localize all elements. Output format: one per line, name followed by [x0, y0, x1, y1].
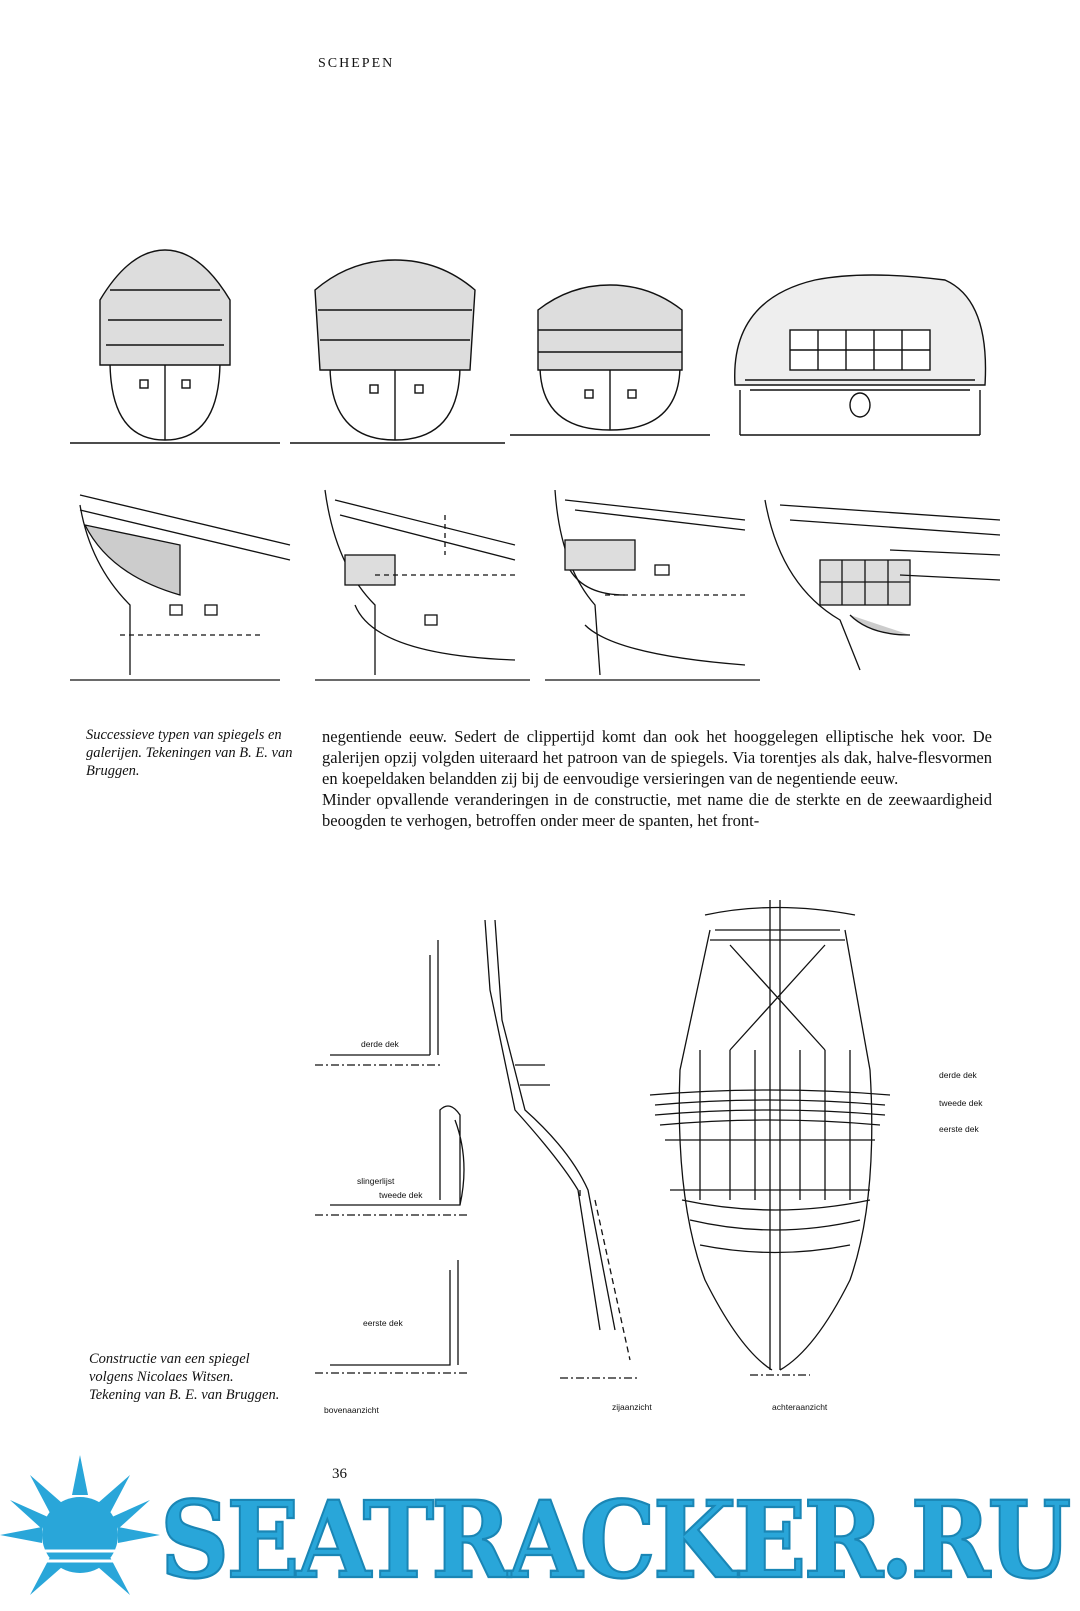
label-derde-dek: derde dek — [361, 1039, 399, 1049]
running-header: SCHEPEN — [318, 56, 395, 71]
back-view-drawing — [650, 900, 890, 1375]
side-view-1 — [70, 495, 290, 680]
figure-caption-construction: Constructie van een spiegel volgens Nicolaes Witsen. Tekening van B. E. van Bruggen. — [89, 1351, 280, 1403]
body-paragraph-1: negentiende eeuw. Sedert de clippertijd komt dan ook het hooggelegen elliptische hek voor. De galerijen opzij volgden uiteraard het patroon van de spiegels. Via torentjes als dak, halve-flesvormen en koepeldaken belandden zij bij de eenvoudige versieringen van de negentiende eeuw. — [322, 727, 992, 788]
label-achteraanzicht: achteraanzicht — [772, 1402, 828, 1412]
stern-view-4 — [735, 275, 986, 435]
stern-view-3 — [510, 285, 710, 435]
sun-logo-icon — [0, 1455, 160, 1605]
side-view-4 — [765, 500, 1000, 670]
body-text — [322, 726, 992, 831]
side-view-drawing — [485, 920, 640, 1378]
label-eerste-dek: eerste dek — [363, 1318, 403, 1328]
stern-view-1 — [70, 250, 280, 443]
body-paragraph-2: Minder opvallende veranderingen in de constructie, met name die de sterkte en de zeewaardigheid beoogden te verhogen, betroffen onder meer de spanten, het front- — [322, 790, 992, 830]
label-tweede-dek: tweede dek — [379, 1190, 423, 1200]
label-right-eerste-dek: eerste dek — [939, 1124, 979, 1134]
label-bovenaanzicht: bovenaanzicht — [324, 1405, 379, 1415]
label-zijaanzicht: zijaanzicht — [612, 1402, 652, 1412]
side-view-2 — [315, 490, 530, 680]
label-slingerlijst: slingerlijst — [357, 1176, 395, 1186]
side-view-3 — [545, 490, 760, 680]
figure-caption-galleries: Successieve typen van spiegels en galerijen. Tekeningen van B. E. van Bruggen. — [86, 727, 293, 779]
label-right-derde-dek: derde dek — [939, 1070, 977, 1080]
watermark-text: SEATRACKER.RU — [160, 1477, 1069, 1603]
side-views-illustration — [70, 485, 1010, 685]
stern-views-illustration — [70, 240, 1010, 450]
construction-drawing — [310, 900, 1010, 1420]
label-right-tweede-dek: tweede dek — [939, 1098, 983, 1108]
stern-view-2 — [290, 260, 505, 443]
top-view-drawings — [315, 940, 470, 1373]
page-number: 36 — [332, 1466, 347, 1482]
